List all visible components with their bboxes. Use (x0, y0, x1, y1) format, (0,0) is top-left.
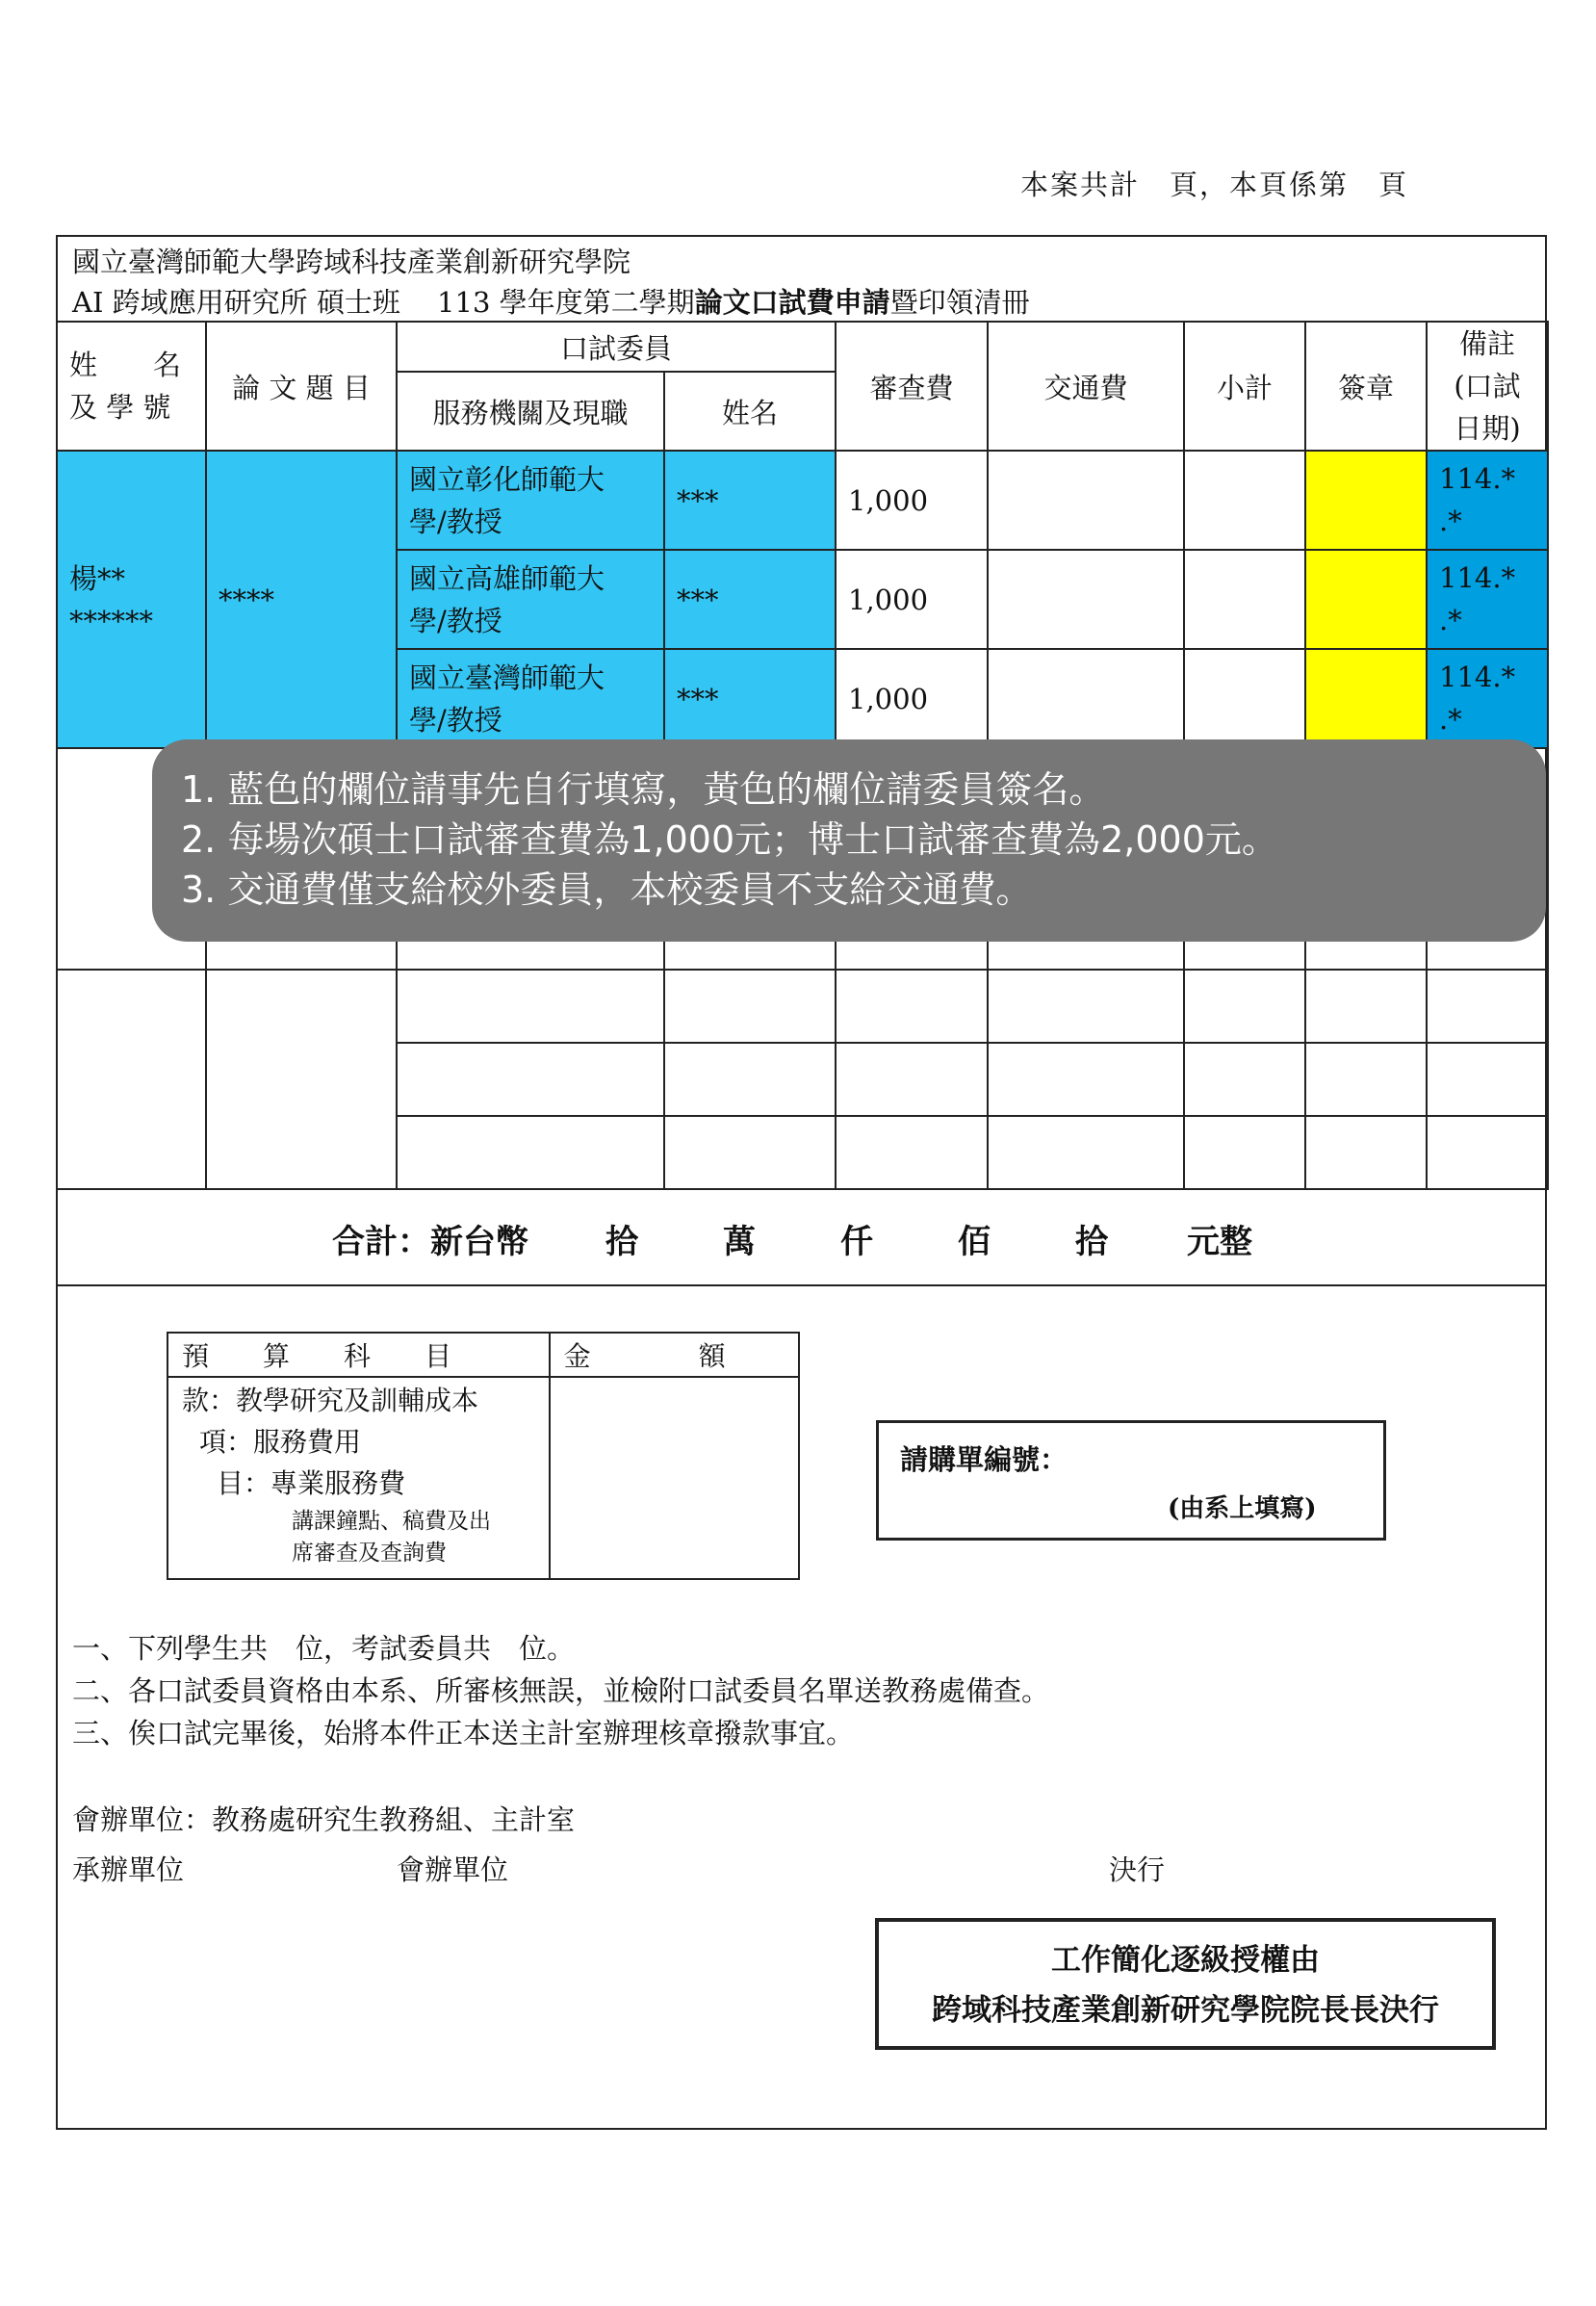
handler-unit-label: 承辦單位 (72, 1853, 185, 1886)
decision-label: 決行 (1109, 1853, 1166, 1886)
budget-item: 款：教學研究及訓輔成本 (182, 1385, 479, 1416)
col-name-id (57, 322, 206, 451)
instruction-line: 3. 交通費僅支給校外委員，本校委員不支給交通費。 (181, 868, 1033, 911)
instruction-line: 1. 藍色的欄位請事先自行填寫，黃色的欄位請委員簽名。 (181, 768, 1106, 811)
col-member-name: 姓名 (664, 372, 836, 451)
student-id: ****** (69, 604, 153, 637)
empty-cell[interactable] (1305, 1116, 1427, 1189)
empty-cell[interactable] (1427, 1043, 1548, 1116)
total-unit: 元整 (1187, 1223, 1252, 1261)
col-name-id-line1: 姓 名 (69, 349, 182, 381)
remark-line2: .* (1439, 604, 1462, 636)
col-thesis: 論 文 題 目 (206, 322, 397, 451)
empty-cell[interactable] (1427, 970, 1548, 1043)
member-name-cell[interactable]: *** (664, 451, 836, 550)
note-line: 一、下列學生共 位，考試委員共 位。 (72, 1632, 576, 1665)
member-org-cell[interactable] (397, 550, 664, 649)
budget-amount-cell[interactable] (550, 1377, 799, 1579)
instruction-overlay (152, 739, 1546, 942)
purchase-order-hint: (由系上填寫) (1168, 1494, 1317, 1523)
col-signature: 簽章 (1305, 322, 1427, 451)
review-fee-cell: 1,000 (836, 649, 988, 748)
col-name-id-line2: 及 學 號 (69, 391, 171, 424)
col-org-title: 服務機關及現職 (397, 372, 664, 451)
member-org-cell[interactable] (397, 649, 664, 748)
remark-cell[interactable] (1427, 649, 1548, 748)
col-subtotal: 小計 (1184, 322, 1305, 451)
col-committee: 口試委員 (397, 322, 836, 372)
student-cell[interactable] (57, 451, 206, 748)
empty-cell[interactable] (397, 1116, 664, 1189)
empty-cell[interactable] (1184, 970, 1305, 1043)
student-name: 楊** (69, 561, 126, 595)
total-label: 合計：新台幣 (332, 1223, 528, 1261)
member-org-cell[interactable] (397, 451, 664, 550)
subtotal-cell[interactable] (1184, 451, 1305, 550)
remark-line1: 114.* (1439, 661, 1516, 693)
col-remark-line1: 備註 (1459, 327, 1516, 360)
total-unit: 佰 (958, 1223, 991, 1261)
budget-item: 目：專業服務費 (217, 1467, 406, 1499)
budget-item: 項：服務費用 (199, 1426, 362, 1458)
form-title-suffix: 暨印領清冊 (889, 286, 1030, 319)
authorization-line2: 跨域科技產業創新研究學院院長長決行 (932, 1993, 1439, 2028)
empty-cell[interactable] (397, 970, 664, 1043)
notes (72, 1627, 1049, 1754)
remark-line2: .* (1439, 505, 1462, 537)
member-org-line1: 國立彰化師範大 (409, 462, 605, 496)
signature-cell[interactable] (1305, 649, 1427, 748)
budget-header-amount: 金 額 (550, 1333, 799, 1377)
budget-header-subject: 預 算 科 目 (167, 1333, 550, 1377)
subtotal-cell[interactable] (1184, 550, 1305, 649)
col-remark-line2: (口試 (1454, 370, 1521, 402)
empty-cell[interactable] (988, 970, 1184, 1043)
empty-cell[interactable] (57, 970, 206, 1189)
review-fee-cell: 1,000 (836, 550, 988, 649)
total-unit: 拾 (1075, 1223, 1108, 1261)
col-remark-line3: 日期) (1454, 412, 1521, 445)
empty-cell[interactable] (836, 970, 988, 1043)
remark-line2: .* (1439, 703, 1462, 736)
subtotal-cell[interactable] (1184, 649, 1305, 748)
total-line (332, 1215, 1252, 1262)
form-title (72, 281, 1030, 321)
travel-fee-cell[interactable] (988, 451, 1184, 550)
member-org-line2: 學/教授 (409, 604, 502, 637)
col-review-fee: 審查費 (836, 322, 988, 451)
member-name-cell[interactable]: *** (664, 649, 836, 748)
col-travel-fee: 交通費 (988, 322, 1184, 451)
empty-cell[interactable] (988, 1116, 1184, 1189)
page-count-info: 本案共計 頁，本頁係第 頁 (1020, 168, 1409, 201)
review-fee-cell: 1,000 (836, 451, 988, 550)
member-org-line1: 國立臺灣師範大 (409, 661, 605, 694)
co-unit-label: 會辦單位 (397, 1853, 509, 1886)
form-title-prefix: AI 跨域應用研究所 碩士班 113 學年度第二學期 (72, 286, 695, 319)
authorization-box (875, 1918, 1496, 2050)
member-org-line2: 學/教授 (409, 703, 502, 737)
table-row (57, 970, 1548, 1043)
member-name-cell[interactable]: *** (664, 550, 836, 649)
instruction-line: 2. 每場次碩士口試審查費為1,000元；博士口試審查費為2,000元。 (181, 818, 1278, 861)
purchase-order-box (876, 1420, 1386, 1541)
travel-fee-cell[interactable] (988, 649, 1184, 748)
empty-cell[interactable] (1184, 1043, 1305, 1116)
total-unit: 仟 (840, 1223, 873, 1261)
thesis-cell[interactable]: **** (206, 451, 397, 748)
remark-line1: 114.* (1439, 561, 1516, 594)
col-remark (1427, 322, 1548, 451)
empty-cell[interactable] (397, 1043, 664, 1116)
institution-title: 國立臺灣師範大學跨域科技產業創新研究學院 (72, 246, 631, 278)
total-unit: 萬 (723, 1223, 756, 1261)
form-title-bold: 論文口試費申請 (694, 286, 890, 319)
remark-line1: 114.* (1439, 462, 1516, 495)
empty-cell[interactable] (664, 1043, 836, 1116)
empty-cell[interactable] (1184, 1116, 1305, 1189)
purchase-order-label: 請購單編號： (900, 1443, 1068, 1476)
divider (56, 1284, 1547, 1286)
travel-fee-cell[interactable] (988, 550, 1184, 649)
empty-cell[interactable] (1305, 970, 1427, 1043)
budget-table (167, 1332, 800, 1580)
remark-cell[interactable] (1427, 451, 1548, 550)
authorization-line1: 工作簡化逐級授權由 (1051, 1943, 1320, 1978)
note-line: 二、各口試委員資格由本系、所審核無誤，並檢附口試委員名單送教務處備查。 (72, 1674, 1050, 1707)
co-units: 會辦單位：教務處研究生教務組、主計室 (72, 1803, 576, 1836)
remark-cell[interactable] (1427, 550, 1548, 649)
empty-cell[interactable] (206, 970, 397, 1189)
total-unit: 拾 (605, 1223, 638, 1261)
signature-cell[interactable] (1305, 550, 1427, 649)
note-line: 三、俟口試完畢後，始將本件正本送主計室辦理核章撥款事宜。 (72, 1717, 855, 1749)
member-org-line2: 學/教授 (409, 505, 502, 538)
member-org-line1: 國立高雄師範大 (409, 561, 605, 595)
empty-cell[interactable] (988, 1043, 1184, 1116)
empty-cell[interactable] (836, 1116, 988, 1189)
empty-cell[interactable] (1305, 1043, 1427, 1116)
empty-cell[interactable] (1427, 1116, 1548, 1189)
budget-item: 席審查及查詢費 (292, 1541, 447, 1566)
budget-items (167, 1377, 550, 1579)
empty-cell[interactable] (836, 1043, 988, 1116)
table-row (57, 451, 1548, 550)
budget-item: 講課鐘點、稿費及出 (292, 1509, 491, 1534)
signature-cell[interactable] (1305, 451, 1427, 550)
empty-cell[interactable] (664, 1116, 836, 1189)
empty-cell[interactable] (664, 970, 836, 1043)
